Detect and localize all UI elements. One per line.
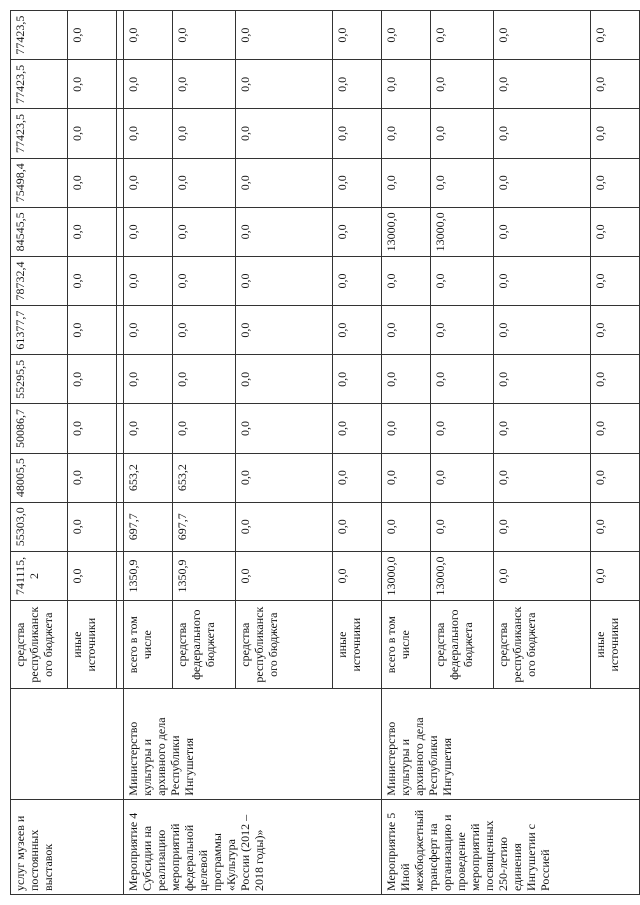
value-cell: 0,0: [236, 11, 333, 60]
spacer-cell: [117, 109, 124, 158]
value-cell: 77423,5: [11, 109, 68, 158]
value-cell: 55295,5: [11, 355, 68, 404]
value-cell: 13000,0: [431, 551, 494, 600]
budget-table: [10, 10, 640, 895]
value-cell: 0,0: [236, 404, 333, 453]
value-cell: 0,0: [236, 453, 333, 502]
value-cell: 0,0: [68, 158, 117, 207]
value-cell: 0,0: [494, 404, 591, 453]
value-cell: 0,0: [333, 404, 382, 453]
value-cell: 0,0: [382, 158, 431, 207]
value-cell: 0,0: [124, 306, 173, 355]
value-cell: 0,0: [124, 404, 173, 453]
value-cell: 0,0: [68, 453, 117, 502]
value-cell: 0,0: [173, 355, 236, 404]
value-cell: 0,0: [494, 60, 591, 109]
value-cell: 0,0: [236, 109, 333, 158]
spacer-cell: [117, 453, 124, 502]
spacer-cell: [117, 355, 124, 404]
value-cell: 0,0: [173, 60, 236, 109]
value-cell: 0,0: [236, 502, 333, 551]
value-cell: 0,0: [382, 453, 431, 502]
source-cell: всего в том числе: [124, 601, 173, 689]
value-cell: 0,0: [173, 158, 236, 207]
value-cell: 0,0: [236, 355, 333, 404]
value-cell: 653,2: [173, 453, 236, 502]
source-cell: средства республиканского бюджета: [494, 601, 591, 689]
value-cell: 0,0: [431, 109, 494, 158]
value-cell: 0,0: [431, 502, 494, 551]
value-cell: 0,0: [68, 207, 117, 256]
value-cell: 697,7: [124, 502, 173, 551]
value-cell: 1350,9: [173, 551, 236, 600]
value-cell: 0,0: [431, 158, 494, 207]
exec-cell: Министерство культуры и архивного дела Республики Ингушетия: [124, 689, 382, 799]
value-cell: 0,0: [333, 355, 382, 404]
value-cell: 0,0: [431, 11, 494, 60]
spacer-cell: [117, 60, 124, 109]
value-cell: 0,0: [333, 109, 382, 158]
value-cell: 0,0: [68, 306, 117, 355]
table-row: [11, 11, 68, 895]
value-cell: 0,0: [382, 355, 431, 404]
value-cell: 0,0: [591, 158, 640, 207]
source-cell: средства республиканского бюджета: [11, 601, 68, 689]
value-cell: 0,0: [124, 207, 173, 256]
value-cell: 0,0: [124, 60, 173, 109]
value-cell: 0,0: [382, 306, 431, 355]
value-cell: 0,0: [236, 60, 333, 109]
value-cell: 653,2: [124, 453, 173, 502]
value-cell: 0,0: [333, 502, 382, 551]
table-row: [124, 11, 173, 895]
value-cell: 0,0: [173, 109, 236, 158]
value-cell: 77423,5: [11, 11, 68, 60]
spacer-cell: [117, 11, 124, 60]
value-cell: 0,0: [591, 60, 640, 109]
value-cell: 75498,4: [11, 158, 68, 207]
value-cell: 0,0: [68, 256, 117, 305]
value-cell: 0,0: [333, 453, 382, 502]
value-cell: 0,0: [124, 355, 173, 404]
spacer-cell: [117, 256, 124, 305]
value-cell: 0,0: [591, 256, 640, 305]
value-cell: 78732,4: [11, 256, 68, 305]
value-cell: 697,7: [173, 502, 236, 551]
value-cell: 0,0: [333, 158, 382, 207]
value-cell: 0,0: [431, 453, 494, 502]
value-cell: 0,0: [494, 158, 591, 207]
value-cell: 0,0: [173, 207, 236, 256]
value-cell: 48005,5: [11, 453, 68, 502]
value-cell: 61377,7: [11, 306, 68, 355]
desc-cell: Мероприятие 5 Иной межбюджетный трансферт на организацию и проведение мероприятий посвященных 250-летию единения Ингушетии с Россией: [382, 799, 640, 894]
value-cell: 0,0: [382, 11, 431, 60]
value-cell: 0,0: [68, 11, 117, 60]
value-cell: 0,0: [591, 11, 640, 60]
desc-cell: услуг музеев и постоянных выставок: [11, 799, 124, 894]
value-cell: 0,0: [591, 207, 640, 256]
value-cell: 0,0: [431, 355, 494, 404]
value-cell: 0,0: [68, 404, 117, 453]
value-cell: 0,0: [382, 404, 431, 453]
source-cell: иные источники: [333, 601, 382, 689]
value-cell: 13000,0: [382, 207, 431, 256]
value-cell: 0,0: [68, 60, 117, 109]
value-cell: 0,0: [124, 256, 173, 305]
source-cell: всего в том числе: [382, 601, 431, 689]
value-cell: 0,0: [333, 551, 382, 600]
value-cell: 0,0: [591, 355, 640, 404]
value-cell: 741115,2: [11, 551, 68, 600]
value-cell: 0,0: [236, 207, 333, 256]
value-cell: 0,0: [333, 256, 382, 305]
value-cell: 0,0: [236, 158, 333, 207]
value-cell: 0,0: [591, 502, 640, 551]
value-cell: 0,0: [494, 355, 591, 404]
value-cell: 13000,0: [431, 207, 494, 256]
rotated-table-frame: [10, 10, 630, 895]
value-cell: 0,0: [124, 109, 173, 158]
value-cell: 0,0: [68, 355, 117, 404]
value-cell: 50086,7: [11, 404, 68, 453]
value-cell: 0,0: [382, 60, 431, 109]
value-cell: 1350,9: [124, 551, 173, 600]
value-cell: 0,0: [173, 11, 236, 60]
spacer-cell: [117, 207, 124, 256]
value-cell: 0,0: [494, 551, 591, 600]
value-cell: 0,0: [494, 207, 591, 256]
value-cell: 0,0: [431, 306, 494, 355]
value-cell: 0,0: [68, 502, 117, 551]
value-cell: 0,0: [591, 551, 640, 600]
value-cell: 0,0: [591, 109, 640, 158]
value-cell: 0,0: [124, 11, 173, 60]
value-cell: 0,0: [494, 256, 591, 305]
value-cell: 0,0: [591, 404, 640, 453]
value-cell: 84545,5: [11, 207, 68, 256]
value-cell: 0,0: [494, 306, 591, 355]
value-cell: 0,0: [494, 109, 591, 158]
value-cell: 0,0: [494, 453, 591, 502]
value-cell: 0,0: [333, 60, 382, 109]
value-cell: 0,0: [173, 256, 236, 305]
spacer-cell: [117, 601, 124, 689]
value-cell: 0,0: [68, 551, 117, 600]
spacer-cell: [117, 551, 124, 600]
value-cell: 0,0: [494, 502, 591, 551]
spacer-cell: [117, 502, 124, 551]
source-cell: средства республиканского бюджета: [236, 601, 333, 689]
value-cell: 0,0: [333, 11, 382, 60]
value-cell: 0,0: [333, 306, 382, 355]
value-cell: 0,0: [431, 60, 494, 109]
source-cell: средства федерального бюджета: [431, 601, 494, 689]
value-cell: 0,0: [382, 256, 431, 305]
value-cell: 0,0: [333, 207, 382, 256]
value-cell: 0,0: [494, 11, 591, 60]
value-cell: 0,0: [173, 404, 236, 453]
spacer-cell: [117, 306, 124, 355]
source-cell: средства федерального бюджета: [173, 601, 236, 689]
value-cell: 0,0: [236, 306, 333, 355]
value-cell: 0,0: [431, 404, 494, 453]
source-cell: иные источники: [68, 601, 117, 689]
value-cell: 0,0: [382, 502, 431, 551]
value-cell: 77423,5: [11, 60, 68, 109]
value-cell: 0,0: [124, 158, 173, 207]
value-cell: 0,0: [591, 306, 640, 355]
spacer-cell: [117, 158, 124, 207]
value-cell: 0,0: [236, 256, 333, 305]
table-row: [382, 11, 431, 895]
value-cell: 0,0: [68, 109, 117, 158]
value-cell: 0,0: [591, 453, 640, 502]
value-cell: 13000,0: [382, 551, 431, 600]
source-cell: иные источники: [591, 601, 640, 689]
value-cell: 0,0: [236, 551, 333, 600]
exec-cell: [11, 689, 124, 799]
value-cell: 0,0: [431, 256, 494, 305]
value-cell: 0,0: [382, 109, 431, 158]
value-cell: 55303,0: [11, 502, 68, 551]
exec-cell: Министерство культуры и архивного дела Республики Ингушетия: [382, 689, 640, 799]
desc-cell: Мероприятие 4 Субсидии на реализацию мероприятий федеральной целевой программы «Культура России (2012 – 2018 годы)»: [124, 799, 382, 894]
value-cell: 0,0: [173, 306, 236, 355]
spacer-cell: [117, 404, 124, 453]
